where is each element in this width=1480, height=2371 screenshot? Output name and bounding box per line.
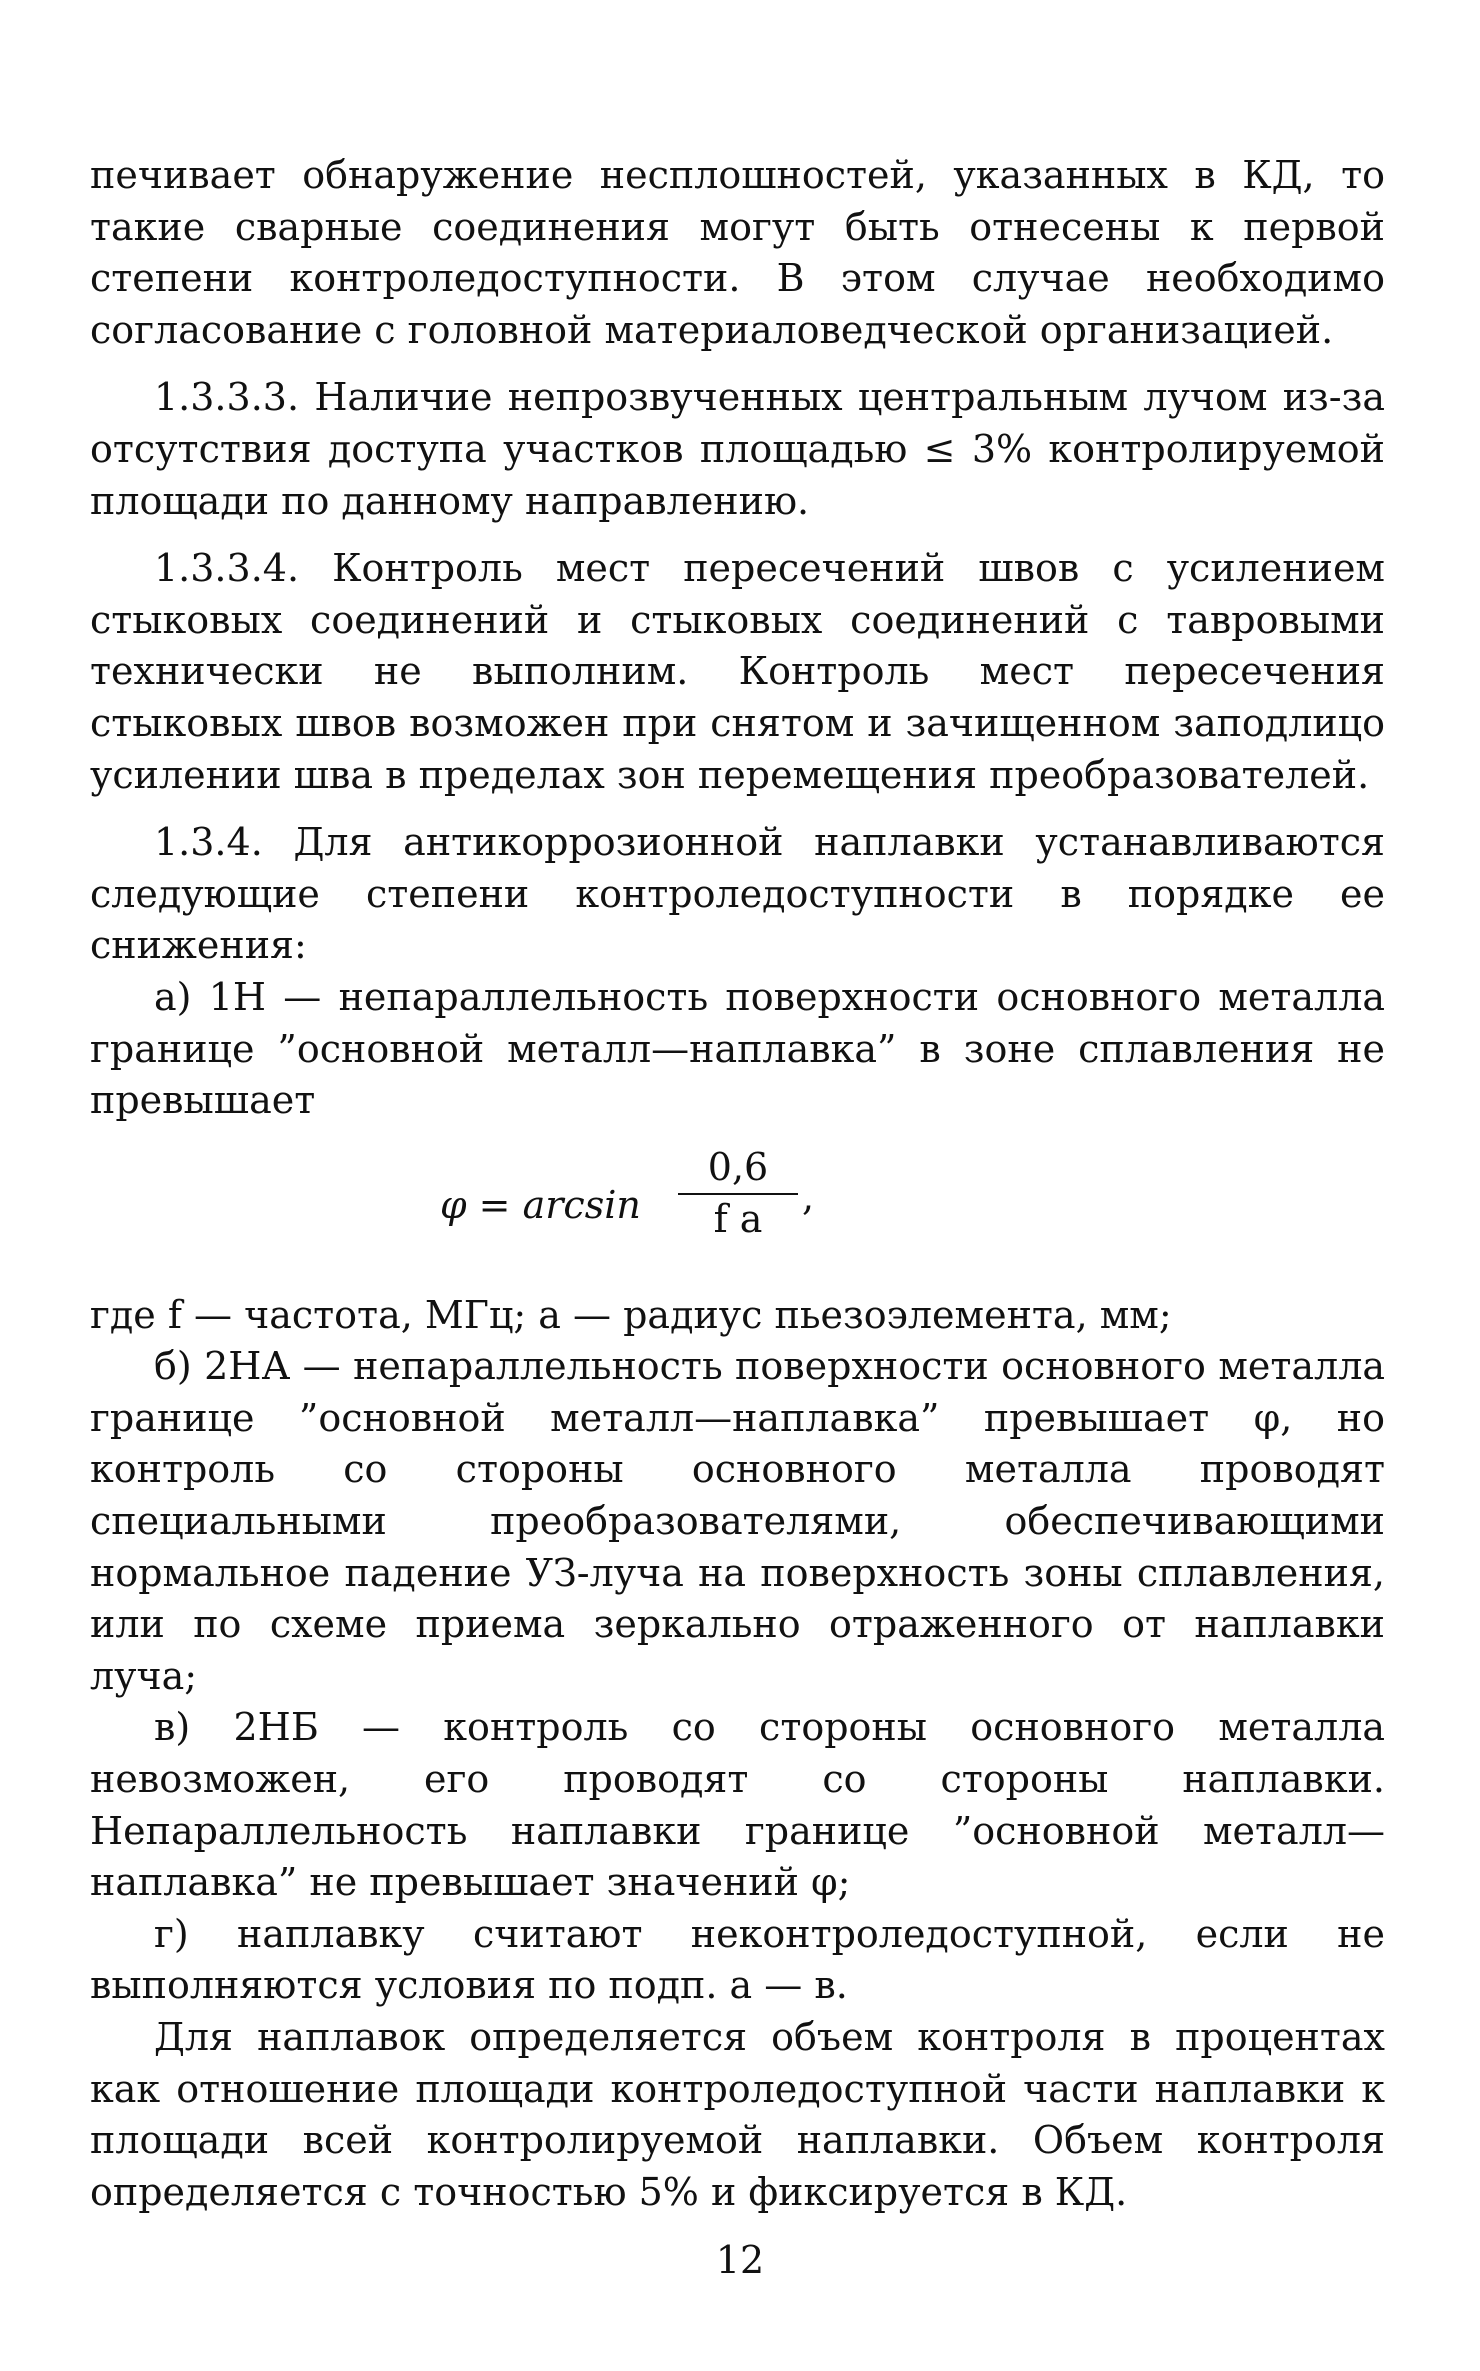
- list-item-v: в) 2НБ — контроль со стороны основного металла невозможен, его проводят со стороны наплавки. Непараллельность наплавки границе ”основной металл—наплавка” не превышает значений φ;: [90, 1705, 1385, 1905]
- formula-phi: [90, 1145, 1385, 1270]
- list-item-a: а) 1Н — непараллельность поверхности основного металла границе ”основной металл—наплавка” в зоне сплавления не превышает: [90, 974, 1385, 1123]
- paragraph-1-3-4: 1.3.4. Для антикоррозионной наплавки устанавливаются следующие степени контроледоступности в порядке ее снижения:: [90, 820, 1385, 968]
- formula-lhs: φ = arcsin: [440, 1182, 641, 1227]
- document-body: [90, 150, 1385, 2218]
- formula-denominator: f a: [713, 1196, 763, 1241]
- paragraph-volume: Для наплавок определяется объем контроля в процентах как отношение площади контроледоступной части наплавки к площади всей контролируемой наплавки. Объем контроля определяется с точностью 5% и фиксируется в КД.: [90, 2015, 1385, 2214]
- list-item-b: б) 2НА — непараллельность поверхности основного металла границе ”основной металл—наплавка” превышает φ, но контроль со стороны основного металла проводят специальными преобразователями, обеспечивающими нормальное падение УЗ-луча на поверхность зоны сплавления, или по схеме приема зеркально отраженного от наплавки луча;: [90, 1344, 1385, 1698]
- list-item-g: г) наплавку считают неконтроледоступной, если не выполняются условия по подп. а — в.: [90, 1911, 1385, 2008]
- formula-legend: где f — частота, МГц; а — радиус пьезоэлемента, мм;: [90, 1292, 1172, 1337]
- paragraph-continuation: печивает обнаружение несплошностей, указанных в КД, то такие сварные соединения могут быть отнесены к первой степени контроледоступности. В этом случае необходимо согласование с головной материаловедческой организацией.: [90, 153, 1385, 352]
- paragraph-1-3-3-4: 1.3.3.4. Контроль мест пересечений швов с усилением стыковых соединений и стыковых соединений с тавровыми технически не выполним. Контроль мест пересечения стыковых швов возможен при снятом и зачищенном заподлицо усилении шва в пределах зон перемещения преобразователей.: [90, 546, 1385, 797]
- formula-fraction: [678, 1145, 798, 1241]
- paragraph-1-3-3-3: 1.3.3.3. Наличие непрозвученных центральным лучом из-за отсутствия доступа участков площадью ≤ 3% контролируемой площади по данному направлению.: [90, 375, 1385, 523]
- page-number: 12: [715, 2238, 765, 2282]
- formula-comma: ,: [802, 1174, 815, 1219]
- formula-numerator: 0,6: [678, 1145, 798, 1195]
